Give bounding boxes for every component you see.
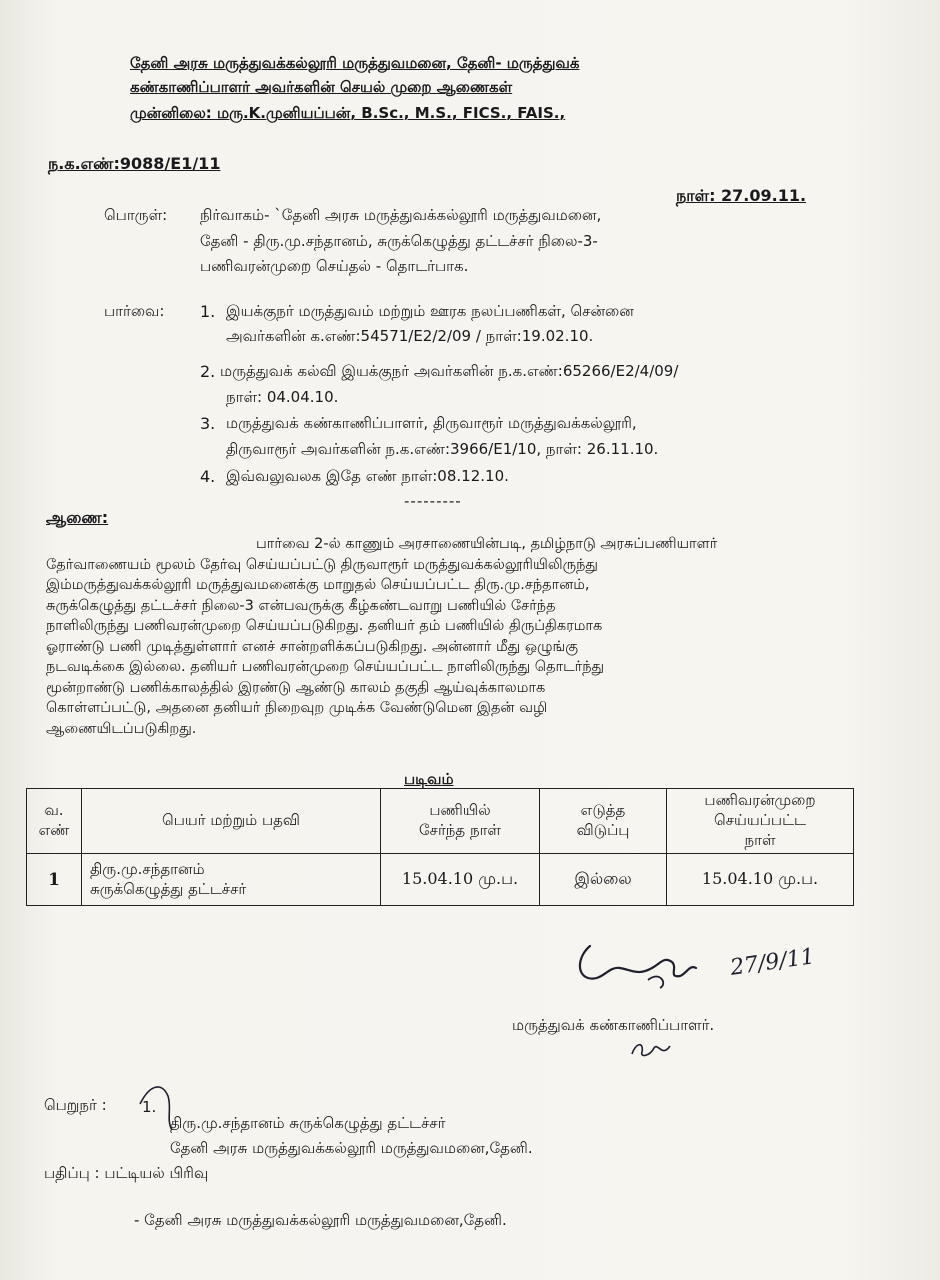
cell-regularised: 15.04.10 மு.ப. bbox=[667, 854, 854, 906]
reference-item-line: மருத்துவக் கல்வி இயக்குநர் அவர்களின் ந.க.எண்:65266/E2/4/09/ bbox=[220, 362, 679, 380]
order-paragraph-line: மூன்றாண்டு பணிக்காலத்தில் இரண்டு ஆண்டு காலம் தகுதி ஆய்வுக்காலமாக bbox=[46, 679, 546, 696]
order-label: ஆணை: bbox=[46, 508, 109, 527]
order-paragraph-line: கொள்ளப்பட்டு, அதனை தனியர் நிறைவுற முடிக்க வேண்டுமென இதன் வழி bbox=[46, 700, 548, 716]
header-text: நாள் bbox=[744, 831, 776, 849]
cell-leave: இல்லை bbox=[540, 854, 667, 906]
reference-item-number: 4. bbox=[200, 467, 216, 486]
header-sno bbox=[27, 789, 82, 854]
subject-line: நிர்வாகம்- `தேனி அரசு மருத்துவக்கல்லூரி மருத்துவமனை, bbox=[200, 206, 602, 224]
copy-to-line: பதிப்பு : பட்டியல் பிரிவு bbox=[44, 1164, 209, 1182]
order-paragraph-line: பார்வை 2-ல் காணும் அரசாணையின்படி, தமிழ்நாடு அரசுப்பணியாளர் bbox=[256, 536, 718, 552]
header-line-3: முன்னிலை: மரு.K.முனியப்பன், B.Sc., M.S., FICS., FAIS., bbox=[130, 104, 566, 122]
header-name bbox=[82, 789, 381, 854]
header-leave bbox=[540, 789, 667, 854]
copy-to-line: - தேனி அரசு மருத்துவக்கல்லூரி மருத்துவமனை,தேனி. bbox=[134, 1211, 507, 1229]
reference-item-number: 1. bbox=[200, 302, 216, 321]
header-text: செய்யப்பட்ட bbox=[714, 811, 806, 829]
recipient-number: 1. bbox=[142, 1098, 157, 1116]
table-row bbox=[27, 854, 854, 906]
reference-number: ந.க.எண்:9088/E1/11 bbox=[48, 154, 221, 173]
cell-name-text: திரு.மு.சந்தானம் bbox=[90, 859, 205, 878]
order-paragraph-line: ஓராண்டு பணி முடித்துள்ளார் எனச் சான்றளிக்கப்படுகிறது. அன்னார் மீது ஒழுங்கு bbox=[46, 638, 579, 655]
cell-sno: 1 bbox=[27, 854, 82, 906]
references-label: பார்வை: bbox=[104, 302, 165, 320]
reference-divider: --------- bbox=[404, 492, 462, 510]
signature-scrawl bbox=[568, 938, 748, 1008]
header-regularised bbox=[667, 789, 854, 854]
cell-name bbox=[82, 854, 381, 906]
order-paragraph-line: நாளிலிருந்து பணிவரன்முறை செய்யப்படுகிறது. தனியர் தம் பணியில் திருப்திகரமாக bbox=[46, 618, 603, 634]
signature-date: 27/9/11 bbox=[728, 944, 817, 981]
recipient-line: திரு.மு.சந்தானம் சுருக்கெழுத்து தட்டச்சர் bbox=[170, 1114, 446, 1132]
header-line-2: கண்காணிப்பாளர் அவர்களின் செயல் முறை ஆணைகள் bbox=[130, 78, 513, 96]
reference-item-line: அவர்களின் க.எண்:54571/E2/2/09 / நாள்:19.02.10. bbox=[226, 327, 594, 345]
header-text: பெயர் மற்றும் பதவி bbox=[162, 811, 300, 829]
reference-item-number: 2. bbox=[200, 362, 216, 381]
reference-item-line: இயக்குநர் மருத்துவம் மற்றும் ஊரக நலப்பணிகள், சென்னை bbox=[226, 302, 634, 320]
reference-item-number: 3. bbox=[200, 414, 216, 433]
header-text: எண் bbox=[38, 821, 70, 839]
header-text: சேர்ந்த நாள் bbox=[419, 821, 501, 839]
reference-item-line: நாள்: 04.04.10. bbox=[226, 388, 339, 406]
signatory-title: மருத்துவக் கண்காணிப்பாளர். bbox=[512, 1016, 715, 1034]
recipient-line: தேனி அரசு மருத்துவக்கல்லூரி மருத்துவமனை,தேனி. bbox=[170, 1139, 533, 1157]
cell-joined: 15.04.10 மு.ப. bbox=[381, 854, 540, 906]
reference-item-line: திருவாரூர் அவர்களின் ந.க.எண்:3966/E1/10, நாள்: 26.11.10. bbox=[226, 440, 659, 458]
subject-label: பொருள்: bbox=[104, 206, 168, 224]
header-text: எடுத்த bbox=[580, 801, 626, 819]
header-line-1: தேனி அரசு மருத்துவக்கல்லூரி மருத்துவமனை, தேனி- மருத்துவக் bbox=[130, 54, 580, 72]
header-text: பணியில் bbox=[429, 801, 491, 819]
order-paragraph-line: இம்மருத்துவக்கல்லூரி மருத்துவமனைக்கு மாறுதல் செய்யப்பட்ட திரு.மு.சந்தானம், bbox=[46, 577, 590, 593]
order-date: நாள்: 27.09.11. bbox=[676, 186, 807, 205]
header-text: விடுப்பு bbox=[576, 821, 630, 839]
order-paragraph-line: சுருக்கெழுத்து தட்டச்சர் நிலை-3 என்பவருக்கு கீழ்கண்டவாறு பணியில் சேர்ந்த bbox=[46, 597, 556, 614]
cell-designation-text: சுருக்கெழுத்து தட்டச்சர் bbox=[90, 879, 247, 898]
recipient-label: பெறுநர் : bbox=[44, 1096, 107, 1114]
order-paragraph bbox=[46, 534, 856, 739]
subject-line: தேனி - திரு.மு.சந்தானம், சுருக்கெழுத்து தட்டச்சர் நிலை-3- bbox=[200, 232, 598, 250]
header-text: வ. bbox=[44, 801, 64, 819]
order-paragraph-line: தேர்வாணையம் மூலம் தேர்வு செய்யப்பட்டு திருவாரூர் மருத்துவக்கல்லூரியிலிருந்து bbox=[46, 556, 598, 573]
header-text: பணிவரன்முறை bbox=[704, 791, 816, 809]
subject-line: பணிவரன்முறை செய்தல் - தொடர்பாக. bbox=[200, 257, 469, 275]
table-header-row bbox=[27, 789, 854, 854]
table-title: படிவம் bbox=[404, 770, 454, 788]
signature bbox=[568, 938, 748, 1008]
reference-item-line: மருத்துவக் கண்காணிப்பாளர், திருவாரூர் மருத்துவக்கல்லூரி, bbox=[226, 414, 637, 432]
order-paragraph-line: ஆணையிடப்படுகிறது. bbox=[46, 720, 197, 737]
reference-item-line: இவ்வலுவலக இதே எண் நாள்:08.12.10. bbox=[226, 467, 509, 485]
header-joined bbox=[381, 789, 540, 854]
order-paragraph-line: நடவடிக்கை இல்லை. தனியர் பணிவரன்முறை செய்யப்பட்ட நாளிலிருந்து தொடர்ந்து bbox=[46, 659, 605, 675]
initials-scrawl bbox=[628, 1036, 674, 1066]
service-regularisation-table bbox=[26, 788, 854, 906]
